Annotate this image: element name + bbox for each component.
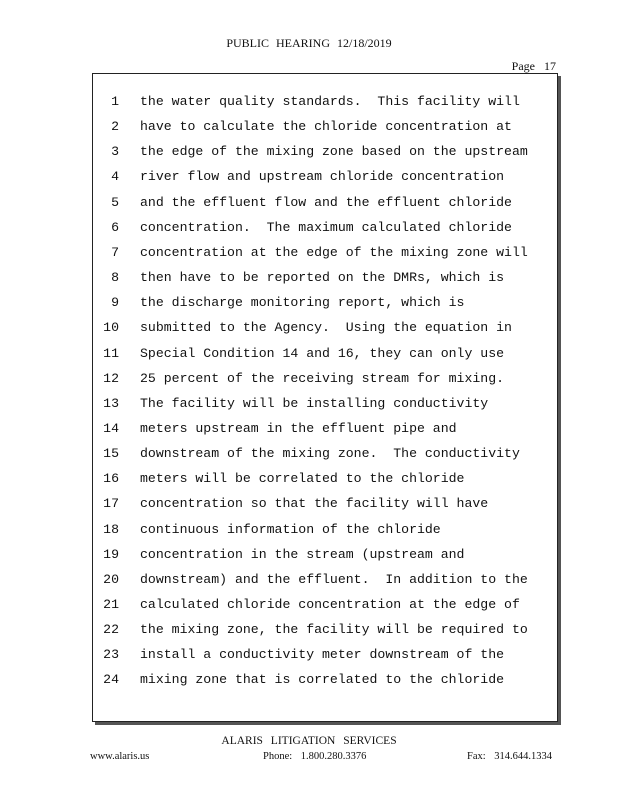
line-text: downstream of the mixing zone. The conductivity <box>140 446 520 462</box>
line-number: 1 <box>111 94 119 109</box>
line-text: have to calculate the chloride concentration at <box>140 119 512 135</box>
footer-website[interactable]: www.alaris.us <box>90 751 150 762</box>
line-number: 16 <box>103 471 119 487</box>
line-number: 9 <box>111 295 119 311</box>
line-text: install a conductivity meter downstream of the <box>140 647 505 663</box>
line-text: meters upstream in the effluent pipe and <box>140 420 457 436</box>
footer-company: ALARIS LITIGATION SERVICES <box>221 735 397 747</box>
line-number: 22 <box>103 622 119 638</box>
line-text: the discharge monitoring report, which is <box>140 295 465 311</box>
line-text: meters will be correlated to the chloride <box>140 471 465 487</box>
line-text: submitted to the Agency. Using the equation in <box>140 320 512 336</box>
line-text: the water quality standards. This facility will <box>140 94 520 109</box>
line-text: concentration so that the facility will have <box>140 496 489 512</box>
line-number: 15 <box>103 446 119 462</box>
line-number: 3 <box>111 144 119 160</box>
line-text: calculated chloride concentration at the edge of <box>140 597 520 612</box>
line-text: 25 percent of the receiving stream for mixing. <box>140 370 505 386</box>
line-text: continuous information of the chloride <box>140 521 441 537</box>
line-number: 21 <box>103 597 119 612</box>
line-number: 13 <box>103 395 119 411</box>
footer-phone: Phone: 1.800.280.3376 <box>263 751 367 762</box>
line-number: 24 <box>103 672 119 688</box>
page-number: Page 17 <box>511 59 556 73</box>
line-text: concentration at the edge of the mixing zone will <box>140 244 528 260</box>
line-number: 12 <box>103 370 119 386</box>
line-number: 14 <box>103 420 119 436</box>
line-text: the mixing zone, the facility will be required to <box>140 622 528 638</box>
line-number: 10 <box>103 320 119 336</box>
line-number: 17 <box>103 496 119 512</box>
line-text: mixing zone that is correlated to the chloride <box>140 672 505 688</box>
line-text: concentration in the stream (upstream and <box>140 546 465 562</box>
line-number: 11 <box>103 345 119 361</box>
line-number: 23 <box>103 647 119 663</box>
line-number: 6 <box>111 219 119 235</box>
line-text: then have to be reported on the DMRs, which is <box>140 270 505 286</box>
line-text: downstream) and the effluent. In addition to the <box>140 571 528 587</box>
footer-fax: Fax: 314.644.1334 <box>467 751 553 762</box>
line-text: river flow and upstream chloride concentration <box>140 169 505 185</box>
line-number: 20 <box>103 571 119 587</box>
line-number: 7 <box>111 244 119 260</box>
line-number: 2 <box>111 119 119 135</box>
line-text: the edge of the mixing zone based on the upstream <box>140 144 528 160</box>
line-text: The facility will be installing conductivity <box>140 395 489 411</box>
header-title: PUBLIC HEARING 12/18/2019 <box>226 36 392 50</box>
transcript-box <box>92 73 558 722</box>
line-number: 5 <box>111 194 119 210</box>
line-text: concentration. The maximum calculated chloride <box>140 219 512 235</box>
line-number: 8 <box>111 270 119 286</box>
line-number: 18 <box>103 521 119 537</box>
line-number: 19 <box>103 546 119 562</box>
line-text: Special Condition 14 and 16, they can only use <box>140 345 505 361</box>
line-number: 4 <box>111 169 119 185</box>
line-text: and the effluent flow and the effluent chloride <box>140 194 512 210</box>
